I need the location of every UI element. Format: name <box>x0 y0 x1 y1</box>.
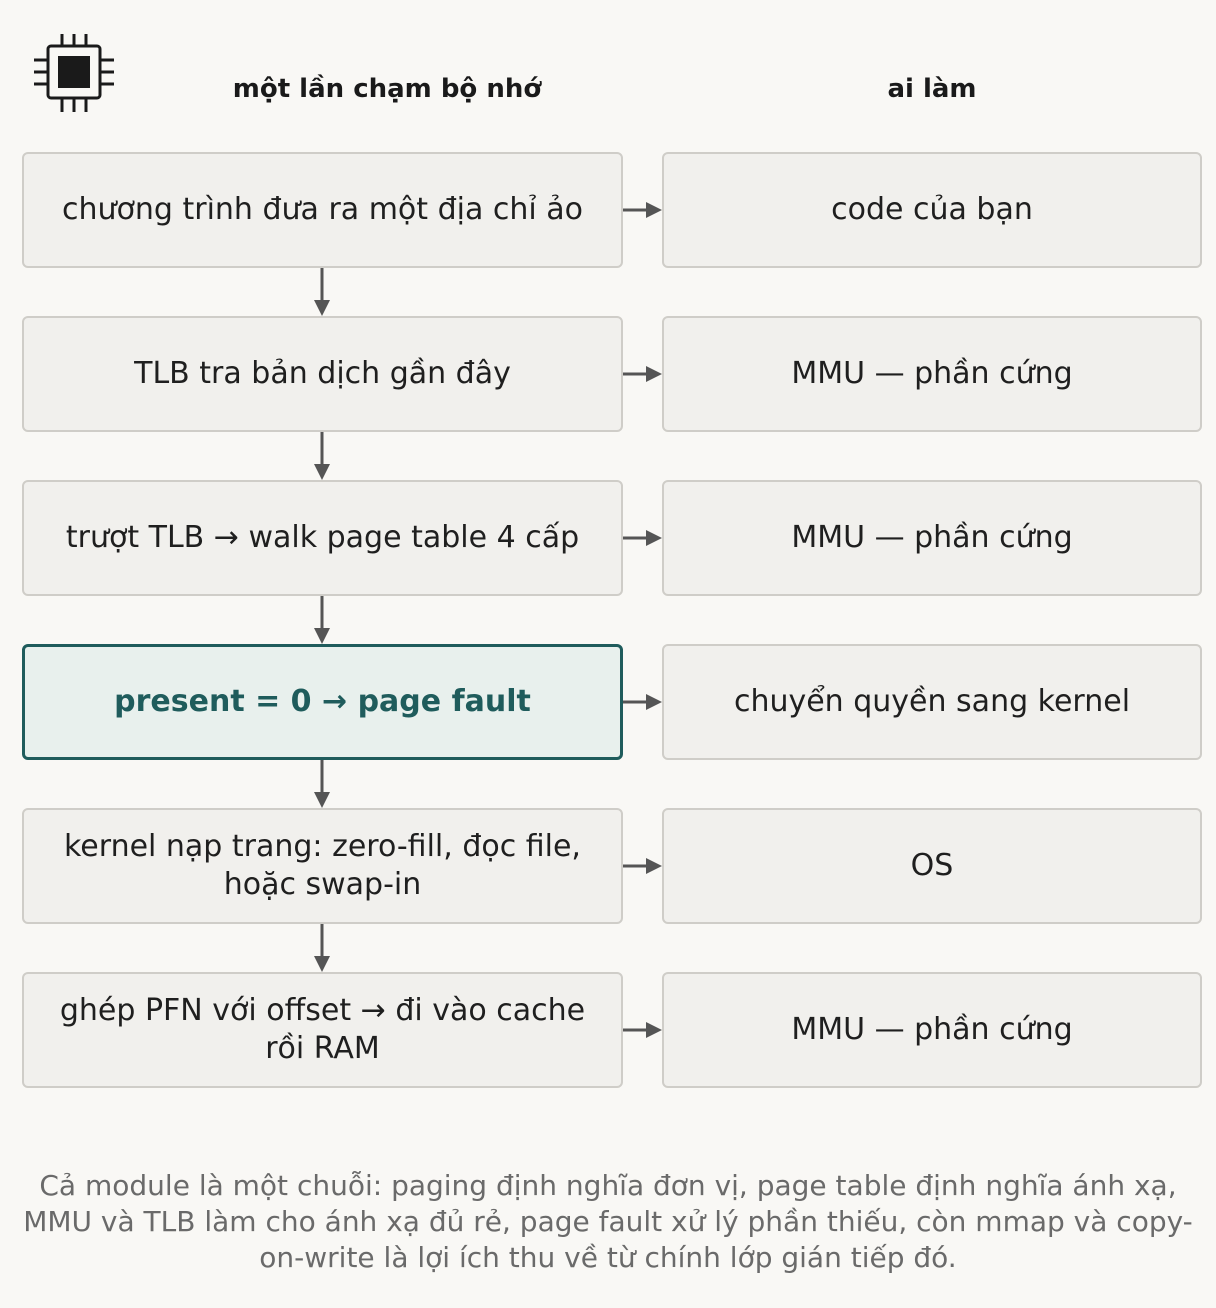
step-box: ghép PFN với offset → đi vào cache rồi RAM <box>22 972 623 1088</box>
actor-box: code của bạn <box>662 152 1202 268</box>
caption: Cả module là một chuỗi: paging định nghĩa đơn vị, page table định nghĩa ánh xạ, MMU và TLB làm cho ánh xạ đủ rẻ, page fault xử lý phần thiếu, còn mmap và copy-on-write là lợi ích thu về từ chính lớp gián tiếp đó. <box>23 1169 1193 1274</box>
vertical-arrowhead <box>314 792 330 808</box>
horizontal-arrowhead <box>646 1022 662 1038</box>
vertical-arrowhead <box>314 300 330 316</box>
step-box: trượt TLB → walk page table 4 cấp <box>22 480 623 596</box>
vertical-arrowhead <box>314 464 330 480</box>
vertical-arrowhead <box>314 956 330 972</box>
actor-box: MMU — phần cứng <box>662 316 1202 432</box>
step-box: TLB tra bản dịch gần đây <box>22 316 623 432</box>
horizontal-arrowhead <box>646 858 662 874</box>
horizontal-arrowhead <box>646 366 662 382</box>
horizontal-arrowhead <box>646 530 662 546</box>
step-box: kernel nạp trang: zero-fill, đọc file, hoặc swap-in <box>22 808 623 924</box>
vertical-arrowhead <box>314 628 330 644</box>
horizontal-arrowhead <box>646 694 662 710</box>
right-column-title: ai làm <box>887 74 977 104</box>
actor-box: MMU — phần cứng <box>662 972 1202 1088</box>
step-box: present = 0 → page fault <box>22 644 623 760</box>
step-box: chương trình đưa ra một địa chỉ ảo <box>22 152 623 268</box>
actor-box: chuyển quyền sang kernel <box>662 644 1202 760</box>
horizontal-arrowhead <box>646 202 662 218</box>
left-column-title: một lần chạm bộ nhớ <box>232 74 542 104</box>
actor-box: MMU — phần cứng <box>662 480 1202 596</box>
actor-box: OS <box>662 808 1202 924</box>
